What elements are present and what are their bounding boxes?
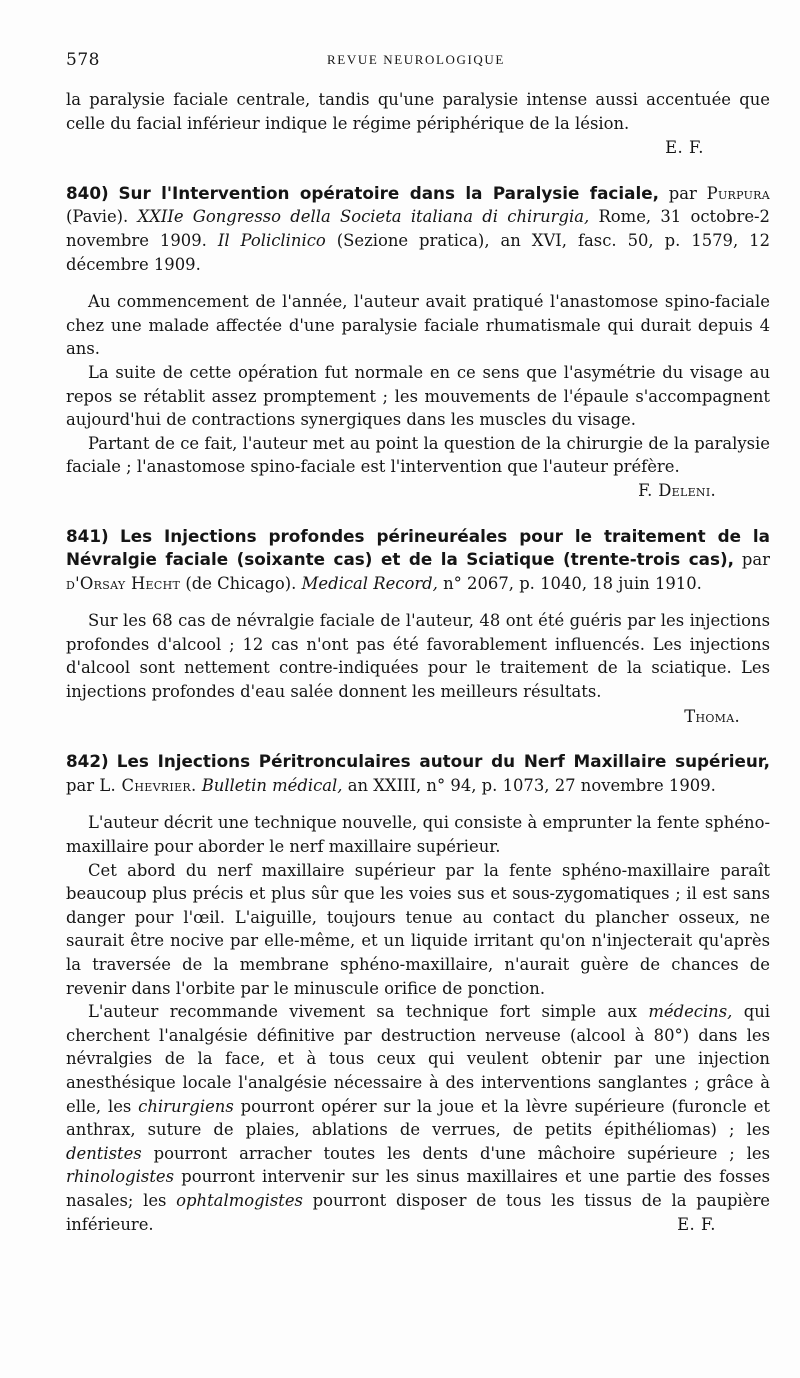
page-content — [66, 88, 770, 1236]
entry-841-heading — [66, 525, 770, 596]
entry-842-title: Les Injections Péritronculaires autour du Nerf Maxillaire supérieur, — [116, 751, 770, 772]
entry-842-ref-1: an XXIII, n° 94, p. 1073, 27 novembre 1909. — [347, 775, 716, 795]
entry-841-number: 841) — [66, 525, 109, 546]
entry-840-publication: XXIIe Gongresso della Societa italiana di chirurgia, — [137, 207, 590, 227]
entry-840-place: (Pavie). — [66, 207, 129, 227]
entry-842-signature: E. F. — [677, 1214, 716, 1234]
p3-part-5: pourront intervenir sur les sinus maxillaires et une partie des fosses nasales; les — [66, 1167, 770, 1210]
entry-840-paragraph-2: La suite de cette opération fut normale en ce sens que l'asymétrie du visage au repos se rétablit assez promptement ; les mouvements de l'épaule s'accompagnent aujourd'hui de contractions synergiques dans les muscles du visage. — [66, 362, 770, 430]
entry-842-heading — [66, 750, 770, 797]
entry-841-author: d'Orsay Hecht — [66, 573, 181, 593]
entry-841-ref-1: n° 2067, p. 1040, 18 juin 1910. — [443, 573, 702, 593]
p3-term-ophtalmogistes: ophtalmogistes — [176, 1190, 303, 1210]
running-title: REVUE NEUROLOGIQUE — [327, 52, 505, 67]
entry-842-paragraph-3 — [66, 1000, 770, 1236]
entry-840-ref-2: (Sezione pratica), an XVI, fasc. 50, p. 1579, 12 décembre 1909. — [66, 230, 771, 274]
entry-840-number: 840) — [66, 182, 109, 203]
entry-842-by: par — [66, 775, 95, 795]
page-number: 578 — [66, 50, 100, 70]
entry-841-publication: Medical Record, — [301, 573, 438, 593]
p3-part-3: pourront opérer sur la joue et la lèvre supérieure (furoncle et anthrax, suture de plaies, ablations de verrues, de petits épithéliomas) ; les — [66, 1096, 770, 1140]
entry-841-by: par — [741, 550, 770, 570]
entry-842-paragraph-2: Cet abord du nerf maxillaire supérieur par la fente sphéno-maxillaire paraît beaucoup plus précis et plus sûr que les voies sus et sous-zygomatiques ; il est sans danger pour l'œil. L'aiguille, toujours tenue au contact du plancher osseux, ne saurait être nocive par elle-même, et un liquide irritant qu'on n'injecterait qu'après la traversée de la membrane sphéno-maxillaire, n'aurait guère de chances de revenir dans l'orbite par le minuscule orifice de ponction. — [66, 860, 770, 998]
p3-part-6: pourront disposer de tous les tissus de la paupière inférieure. — [66, 1190, 770, 1234]
entry-841-place: (de Chicago). — [185, 573, 297, 593]
entry-840-publication-2: Il Policlinico — [217, 230, 326, 250]
page-header — [66, 50, 766, 72]
p3-part-2: qui cherchent l'analgésie définitive par destruction nerveuse (alcool à 80°) dans les névralgies de la face, et à tous ceux qui veulent obtenir par une injection anesthésique locale l'analgésie nécessaire à des interventions sanglantes ; grâce à elle, les — [66, 1002, 770, 1116]
entry-841-signature: Thoma. — [684, 706, 740, 726]
p3-term-dentistes: dentistes — [66, 1143, 142, 1163]
entry-840-signature: F. Deleni. — [638, 480, 716, 500]
intro-paragraph: la paralysie faciale centrale, tandis qu'une paralysie intense aussi accentuée que celle du facial inférieur indique le régime périphérique de la lésion. — [66, 90, 770, 133]
entry-841-paragraph-1: Sur les 68 cas de névralgie faciale de l'auteur, 48 ont été guéris par les injections profondes d'alcool ; 12 cas n'ont pas été favorablement influencés. Les injections d'alcool sont nettement contre-indiquées pour le traitement de la sciatique. Les injections profondes d'eau salée donnent les meilleurs résultats. — [66, 611, 770, 702]
entry-840-title: Sur l'Intervention opératoire dans la Paralysie faciale, — [118, 182, 659, 203]
entry-840-paragraph-1: Au commencement de l'année, l'auteur avait pratiqué l'anastomose spino-faciale chez une malade affectée d'une paralysie faciale rhumatismale qui durait depuis 4 ans. — [66, 292, 770, 359]
entry-841 — [66, 525, 770, 729]
p3-part-4: pourront arracher toutes les dents d'une mâchoire supérieure ; les — [153, 1143, 770, 1163]
entry-840-ref-1: Rome, 31 octobre-2 novembre 1909. — [66, 207, 770, 250]
entry-842 — [66, 750, 770, 1236]
entry-842-number: 842) — [66, 751, 109, 772]
entry-842-author: L. Chevrier. — [99, 775, 197, 795]
entry-840-paragraph-3-text: Partant de ce fait, l'auteur met au point la question de la chirurgie de la paralysie faciale ; l'anastomose spino-faciale est l'intervention que l'auteur préfère. — [66, 433, 770, 477]
entry-840-heading — [66, 182, 770, 276]
entry-841-title: Les Injections profondes périneuréales pour le traitement de la Névralgie faciale (soixante cas) et de la Sciatique (trente-trois cas), — [66, 525, 770, 570]
entry-840-author: Purpura — [706, 183, 770, 203]
entry-842-publication: Bulletin médical, — [201, 775, 343, 795]
entry-842-paragraph-1: L'auteur décrit une technique nouvelle, qui consiste à emprunter la fente sphéno-maxillaire pour aborder le nerf maxillaire supérieur. — [66, 813, 770, 857]
intro-signature: E. F. — [665, 138, 704, 158]
entry-840-paragraph-3 — [66, 432, 770, 500]
p3-term-rhinologistes: rhinologistes — [66, 1167, 175, 1187]
p3-part-1: L'auteur recommande vivement sa technique fort simple aux — [88, 1002, 637, 1022]
entry-840 — [66, 182, 770, 503]
p3-term-chirurgiens: chirurgiens — [138, 1096, 234, 1116]
entry-840-by: par — [668, 183, 697, 203]
p3-term-medecins: médecins, — [648, 1002, 733, 1022]
